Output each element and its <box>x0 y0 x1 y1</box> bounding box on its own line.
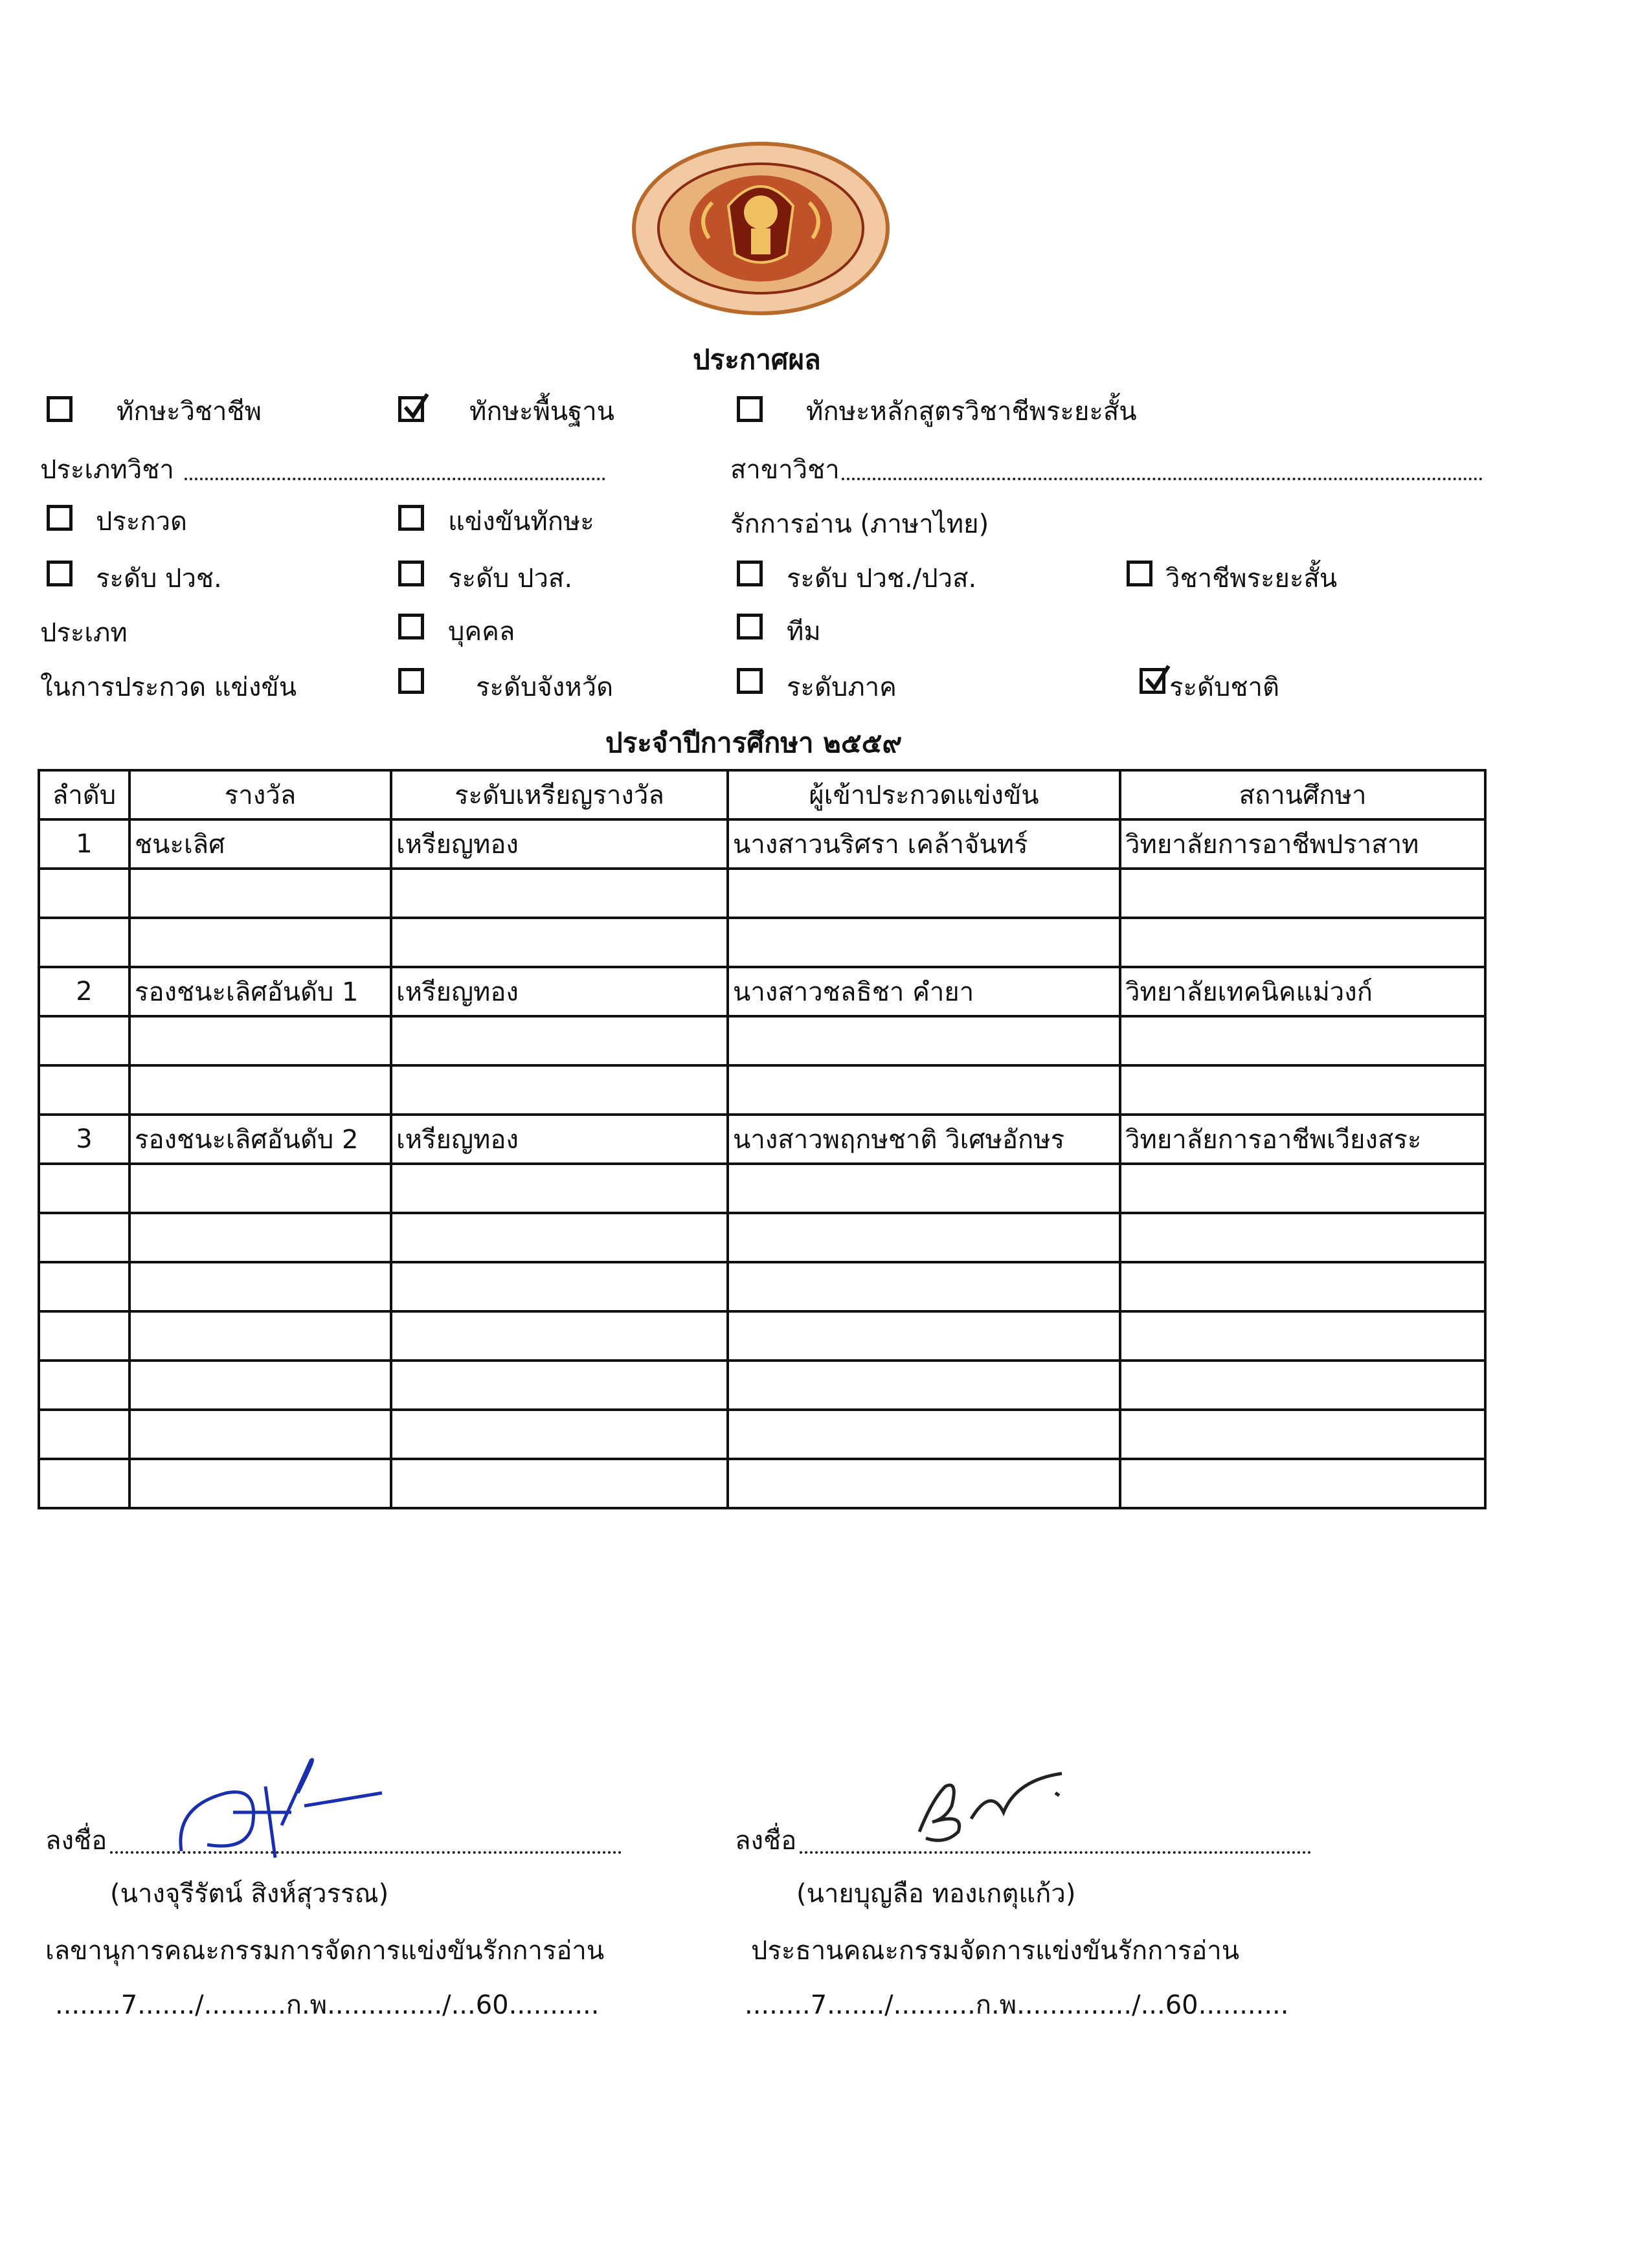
cell-institution: วิทยาลัยเทคนิคแม่วงก์ <box>1120 967 1485 1016</box>
cell-order <box>39 1065 129 1115</box>
label-subject-type: ประเภทวิชา <box>40 455 174 485</box>
cell-order <box>39 1361 129 1410</box>
table-row <box>39 1213 1485 1262</box>
table-row <box>39 1262 1485 1311</box>
name-secretary: (นางจุรีรัตน์ สิงห์สุวรรณ) <box>110 1879 389 1909</box>
contest-name: รักการอ่าน (ภาษาไทย) <box>730 509 989 539</box>
cell-contestant <box>728 1262 1120 1311</box>
label-level-short-course: วิชาชีพระยะสั้น <box>1165 564 1338 594</box>
label-category: ประเภท <box>40 618 128 648</box>
cell-order <box>39 1213 129 1262</box>
label-scope-region: ระดับภาค <box>787 673 897 702</box>
cell-award <box>129 1016 391 1065</box>
table-row <box>39 1410 1485 1459</box>
checkbox-skill-short-course[interactable] <box>737 396 763 422</box>
cell-contestant <box>728 869 1120 918</box>
cell-institution <box>1120 1311 1485 1361</box>
cell-award <box>129 1065 391 1115</box>
cell-order: 3 <box>39 1115 129 1164</box>
header-institution: สถานศึกษา <box>1120 770 1485 819</box>
sign-label-chairman: ลงชื่อ <box>735 1826 797 1856</box>
cell-contestant <box>728 1459 1120 1508</box>
checkbox-scope-region[interactable] <box>737 668 763 694</box>
sign-label-secretary: ลงชื่อ <box>45 1826 107 1856</box>
cell-institution <box>1120 1213 1485 1262</box>
label-scope: ในการประกวด แข่งขัน <box>40 673 297 702</box>
checkbox-scope-province[interactable] <box>398 668 424 694</box>
cell-contestant <box>728 1361 1120 1410</box>
checkbox-level-pvc[interactable] <box>47 561 73 586</box>
cell-institution <box>1120 1262 1485 1311</box>
cell-contestant <box>728 1311 1120 1361</box>
label-subject-branch: สาขาวิชา <box>730 455 840 485</box>
cell-contestant <box>728 1164 1120 1213</box>
table-row <box>39 1065 1485 1115</box>
cell-medal-level <box>391 869 728 918</box>
checkbox-level-pvc-pvs[interactable] <box>737 561 763 586</box>
cell-order <box>39 1410 129 1459</box>
header-order: ลำดับ <box>39 770 129 819</box>
header-contestant: ผู้เข้าประกวดแข่งขัน <box>728 770 1120 819</box>
cell-institution: วิทยาลัยการอาชีพปราสาท <box>1120 819 1485 869</box>
cell-medal-level <box>391 1065 728 1115</box>
signature-secretary <box>168 1748 388 1877</box>
table-row <box>39 1016 1485 1065</box>
cell-institution <box>1120 1164 1485 1213</box>
cell-institution <box>1120 918 1485 967</box>
cell-medal-level <box>391 1459 728 1508</box>
signature-chairman <box>906 1761 1075 1851</box>
table-row <box>39 1311 1485 1361</box>
checkbox-category-team[interactable] <box>737 614 763 639</box>
cell-contestant: นางสาวนริศรา เคล้าจันทร์ <box>728 819 1120 869</box>
cell-institution <box>1120 1459 1485 1508</box>
label-level-pvs: ระดับ ปวส. <box>448 564 573 594</box>
checkbox-level-short-course[interactable] <box>1127 561 1152 586</box>
table-row <box>39 1164 1485 1213</box>
academic-year: ประจำปีการศึกษา ๒๕๕๙ <box>605 727 903 759</box>
checkmark-icon <box>399 390 433 424</box>
cell-medal-level <box>391 1016 728 1065</box>
label-level-pvc: ระดับ ปวช. <box>96 564 222 594</box>
cell-order <box>39 918 129 967</box>
position-chairman: ประธานคณะกรรมจัดการแข่งขันรักการอ่าน <box>751 1936 1240 1966</box>
cell-contestant <box>728 1410 1120 1459</box>
cell-award <box>129 1361 391 1410</box>
cell-contestant <box>728 918 1120 967</box>
label-skill-competition: แข่งขันทักษะ <box>448 507 594 537</box>
table-header-row <box>39 770 1485 819</box>
checkbox-skill-vocational[interactable] <box>47 396 73 422</box>
label-scope-national: ระดับชาติ <box>1169 673 1279 702</box>
table-row <box>39 967 1485 1016</box>
cell-award: รองชนะเลิศอันดับ 1 <box>129 967 391 1016</box>
field-subject-branch[interactable] <box>842 478 1483 480</box>
cell-order <box>39 1016 129 1065</box>
cell-award <box>129 1410 391 1459</box>
label-contest: ประกวด <box>96 507 188 537</box>
table-row <box>39 819 1485 869</box>
cell-award <box>129 1262 391 1311</box>
checkbox-level-pvs[interactable] <box>398 561 424 586</box>
checkbox-contest[interactable] <box>47 505 73 531</box>
label-category-team: ทีม <box>787 617 821 647</box>
checkbox-category-individual[interactable] <box>398 614 424 639</box>
checkbox-skill-basic[interactable] <box>398 396 424 422</box>
table-row <box>39 1459 1485 1508</box>
cell-award <box>129 1164 391 1213</box>
cell-order: 2 <box>39 967 129 1016</box>
announcement-title: ประกาศผล <box>693 344 821 375</box>
cell-medal-level <box>391 918 728 967</box>
cell-institution <box>1120 1016 1485 1065</box>
cell-award: รองชนะเลิศอันดับ 2 <box>129 1115 391 1164</box>
cell-order <box>39 1459 129 1508</box>
cell-contestant <box>728 1016 1120 1065</box>
checkbox-scope-national[interactable] <box>1140 668 1165 694</box>
cell-order <box>39 1311 129 1361</box>
cell-medal-level <box>391 1361 728 1410</box>
results-table <box>38 769 1487 1509</box>
table-row <box>39 869 1485 918</box>
label-scope-province: ระดับจังหวัด <box>476 673 614 702</box>
cell-award <box>129 1311 391 1361</box>
table-row <box>39 1361 1485 1410</box>
cell-order <box>39 869 129 918</box>
cell-award <box>129 869 391 918</box>
cell-medal-level <box>391 1164 728 1213</box>
cell-contestant <box>728 1213 1120 1262</box>
cell-contestant: นางสาวพฤกษชาติ วิเศษอักษร <box>728 1115 1120 1164</box>
cell-order: 1 <box>39 819 129 869</box>
cell-order <box>39 1262 129 1311</box>
position-secretary: เลขานุการคณะกรรมการจัดการแข่งขันรักการอ่าน <box>45 1936 605 1966</box>
label-level-pvc-pvs: ระดับ ปวช./ปวส. <box>787 564 977 594</box>
checkbox-skill-competition[interactable] <box>398 505 424 531</box>
cell-medal-level: เหรียญทอง <box>391 819 728 869</box>
cell-award <box>129 1459 391 1508</box>
cell-award: ชนะเลิศ <box>129 819 391 869</box>
label-skill-short-course: ทักษะหลักสูตรวิชาชีพระยะสั้น <box>806 397 1137 427</box>
cell-institution <box>1120 869 1485 918</box>
cell-institution <box>1120 1065 1485 1115</box>
cell-institution <box>1120 1410 1485 1459</box>
association-logo <box>631 141 890 316</box>
cell-medal-level: เหรียญทอง <box>391 1115 728 1164</box>
signature-line-chairman[interactable] <box>800 1851 1311 1854</box>
date-chairman: ........7......./..........ก.พ............../...60........... <box>745 1990 1289 2020</box>
cell-institution <box>1120 1361 1485 1410</box>
label-category-individual: บุคคล <box>448 617 515 647</box>
cell-contestant <box>728 1065 1120 1115</box>
name-chairman: (นายบุญลือ ทองเกตุแก้ว) <box>796 1879 1076 1909</box>
cell-award <box>129 918 391 967</box>
cell-medal-level <box>391 1410 728 1459</box>
field-subject-type[interactable] <box>185 478 605 480</box>
label-skill-vocational: ทักษะวิชาชีพ <box>117 397 262 427</box>
cell-medal-level <box>391 1213 728 1262</box>
cell-medal-level <box>391 1311 728 1361</box>
cell-medal-level: เหรียญทอง <box>391 967 728 1016</box>
cell-institution: วิทยาลัยการอาชีพเวียงสระ <box>1120 1115 1485 1164</box>
cell-award <box>129 1213 391 1262</box>
header-award: รางวัล <box>129 770 391 819</box>
date-secretary: ........7......./..........ก.พ............../...60........... <box>55 1990 600 2020</box>
cell-contestant: นางสาวชลธิชา คำยา <box>728 967 1120 1016</box>
table-row <box>39 918 1485 967</box>
header-medal-level: ระดับเหรียญรางวัล <box>391 770 728 819</box>
cell-order <box>39 1164 129 1213</box>
cell-medal-level <box>391 1262 728 1311</box>
table-row <box>39 1115 1485 1164</box>
label-skill-basic: ทักษะพื้นฐาน <box>469 397 615 427</box>
